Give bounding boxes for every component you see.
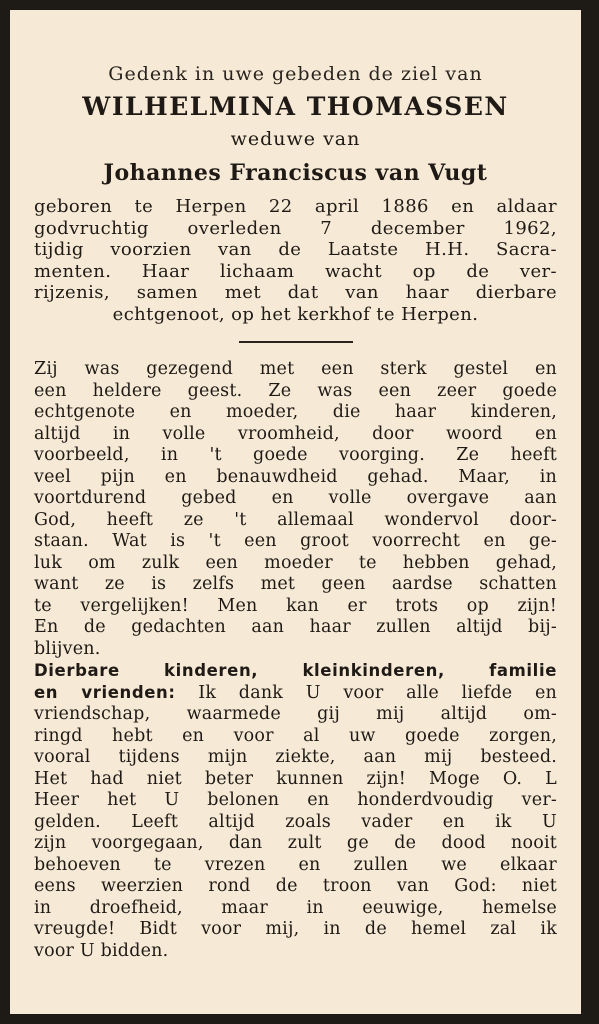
farewell-paragraph <box>34 660 557 962</box>
text-line: altijd in volle vroomheid, door woord en <box>34 423 557 444</box>
text-line: ringd hebt en voor al uw goede zorgen, <box>34 725 557 746</box>
bio-line: geboren te Herpen 22 april 1886 en aldaar <box>34 196 557 217</box>
text-line: vooral tijdens mijn ziekte, aan mij besteed. <box>34 747 557 767</box>
text-line: Zij was gezegend met een sterk gestel en <box>34 359 557 379</box>
address-phrase: en vrienden: <box>34 682 176 702</box>
text-line: vreugde! Bidt voor mij, in de hemel zal ik <box>34 919 557 939</box>
text-line: gelden. Leeft altijd zoals vader en ik U <box>34 811 557 832</box>
text-line <box>34 682 557 705</box>
text-line: luk om zulk een moeder te hebben gehad, <box>34 552 557 573</box>
text-line: blijven. <box>34 638 101 659</box>
bio-line: godvruchtig overleden 7 december 1962, <box>34 217 557 239</box>
text-line: behoeven te vrezen en zullen we elkaar <box>34 854 557 875</box>
text-line: En de gedachten aan haar zullen altijd bij- <box>34 617 557 637</box>
husband-name: Johannes Franciscus van Vugt <box>103 160 488 186</box>
text-line: vriendschap, waarmede gij mij altijd om- <box>34 704 557 724</box>
deceased-name: WILHELMINA THOMASSEN <box>82 92 509 121</box>
divider <box>239 341 353 343</box>
address-line: Dierbare kinderen, kleinkinderen, familie <box>34 661 557 680</box>
text-line: echtgenote en moeder, die haar kinderen, <box>34 402 557 422</box>
intro-line: Gedenk in uwe gebeden de ziel van <box>108 63 483 85</box>
biography-paragraph <box>34 196 557 325</box>
widow-of-line: weduwe van <box>230 128 361 150</box>
text-line: een heldere geest. Ze was een zeer goede <box>34 380 557 401</box>
bio-line: rijzenis, samen met dat van haar dierbare <box>34 282 557 303</box>
text-line: God, heeft ze 't allemaal wondervol door- <box>34 509 557 530</box>
memorial-card <box>10 10 581 1014</box>
bio-line: menten. Haar lichaam wacht op de ver- <box>34 260 557 282</box>
text-line: in droefheid, maar in eeuwige, hemelse <box>34 897 557 918</box>
text-line: want ze is zelfs met geen aardse schatten <box>34 574 557 594</box>
text-line: Het had niet beter kunnen zijn! Moge O. L <box>34 768 557 789</box>
text-line: eens weerzien rond de troon van God: niet <box>34 876 557 896</box>
address-continuation: Ik dank U voor alle liefde en <box>175 682 557 703</box>
bio-line: tijdig voorzien van de Laatste H.H. Sacra- <box>34 239 557 260</box>
text-line: te vergelijken! Men kan er trots op zijn! <box>34 595 557 616</box>
bio-line: echtgenoot, op het kerkhof te Herpen. <box>112 303 479 325</box>
text-line: Heer het U belonen en honderdvoudig ver- <box>34 790 557 810</box>
text-line: voor U bidden. <box>34 940 169 961</box>
text-line: zijn voorgegaan, dan zult ge de dood nooit <box>34 833 557 853</box>
text-line: veel pijn en benauwdheid gehad. Maar, in <box>34 466 557 487</box>
text-line: voortdurend gebed en volle overgave aan <box>34 488 557 508</box>
text-line: staan. Wat is 't een groot voorrecht en ge- <box>34 531 557 551</box>
tribute-paragraph <box>34 359 557 660</box>
text-line: voorbeeld, in 't goede voorging. Ze heeft <box>34 445 557 465</box>
